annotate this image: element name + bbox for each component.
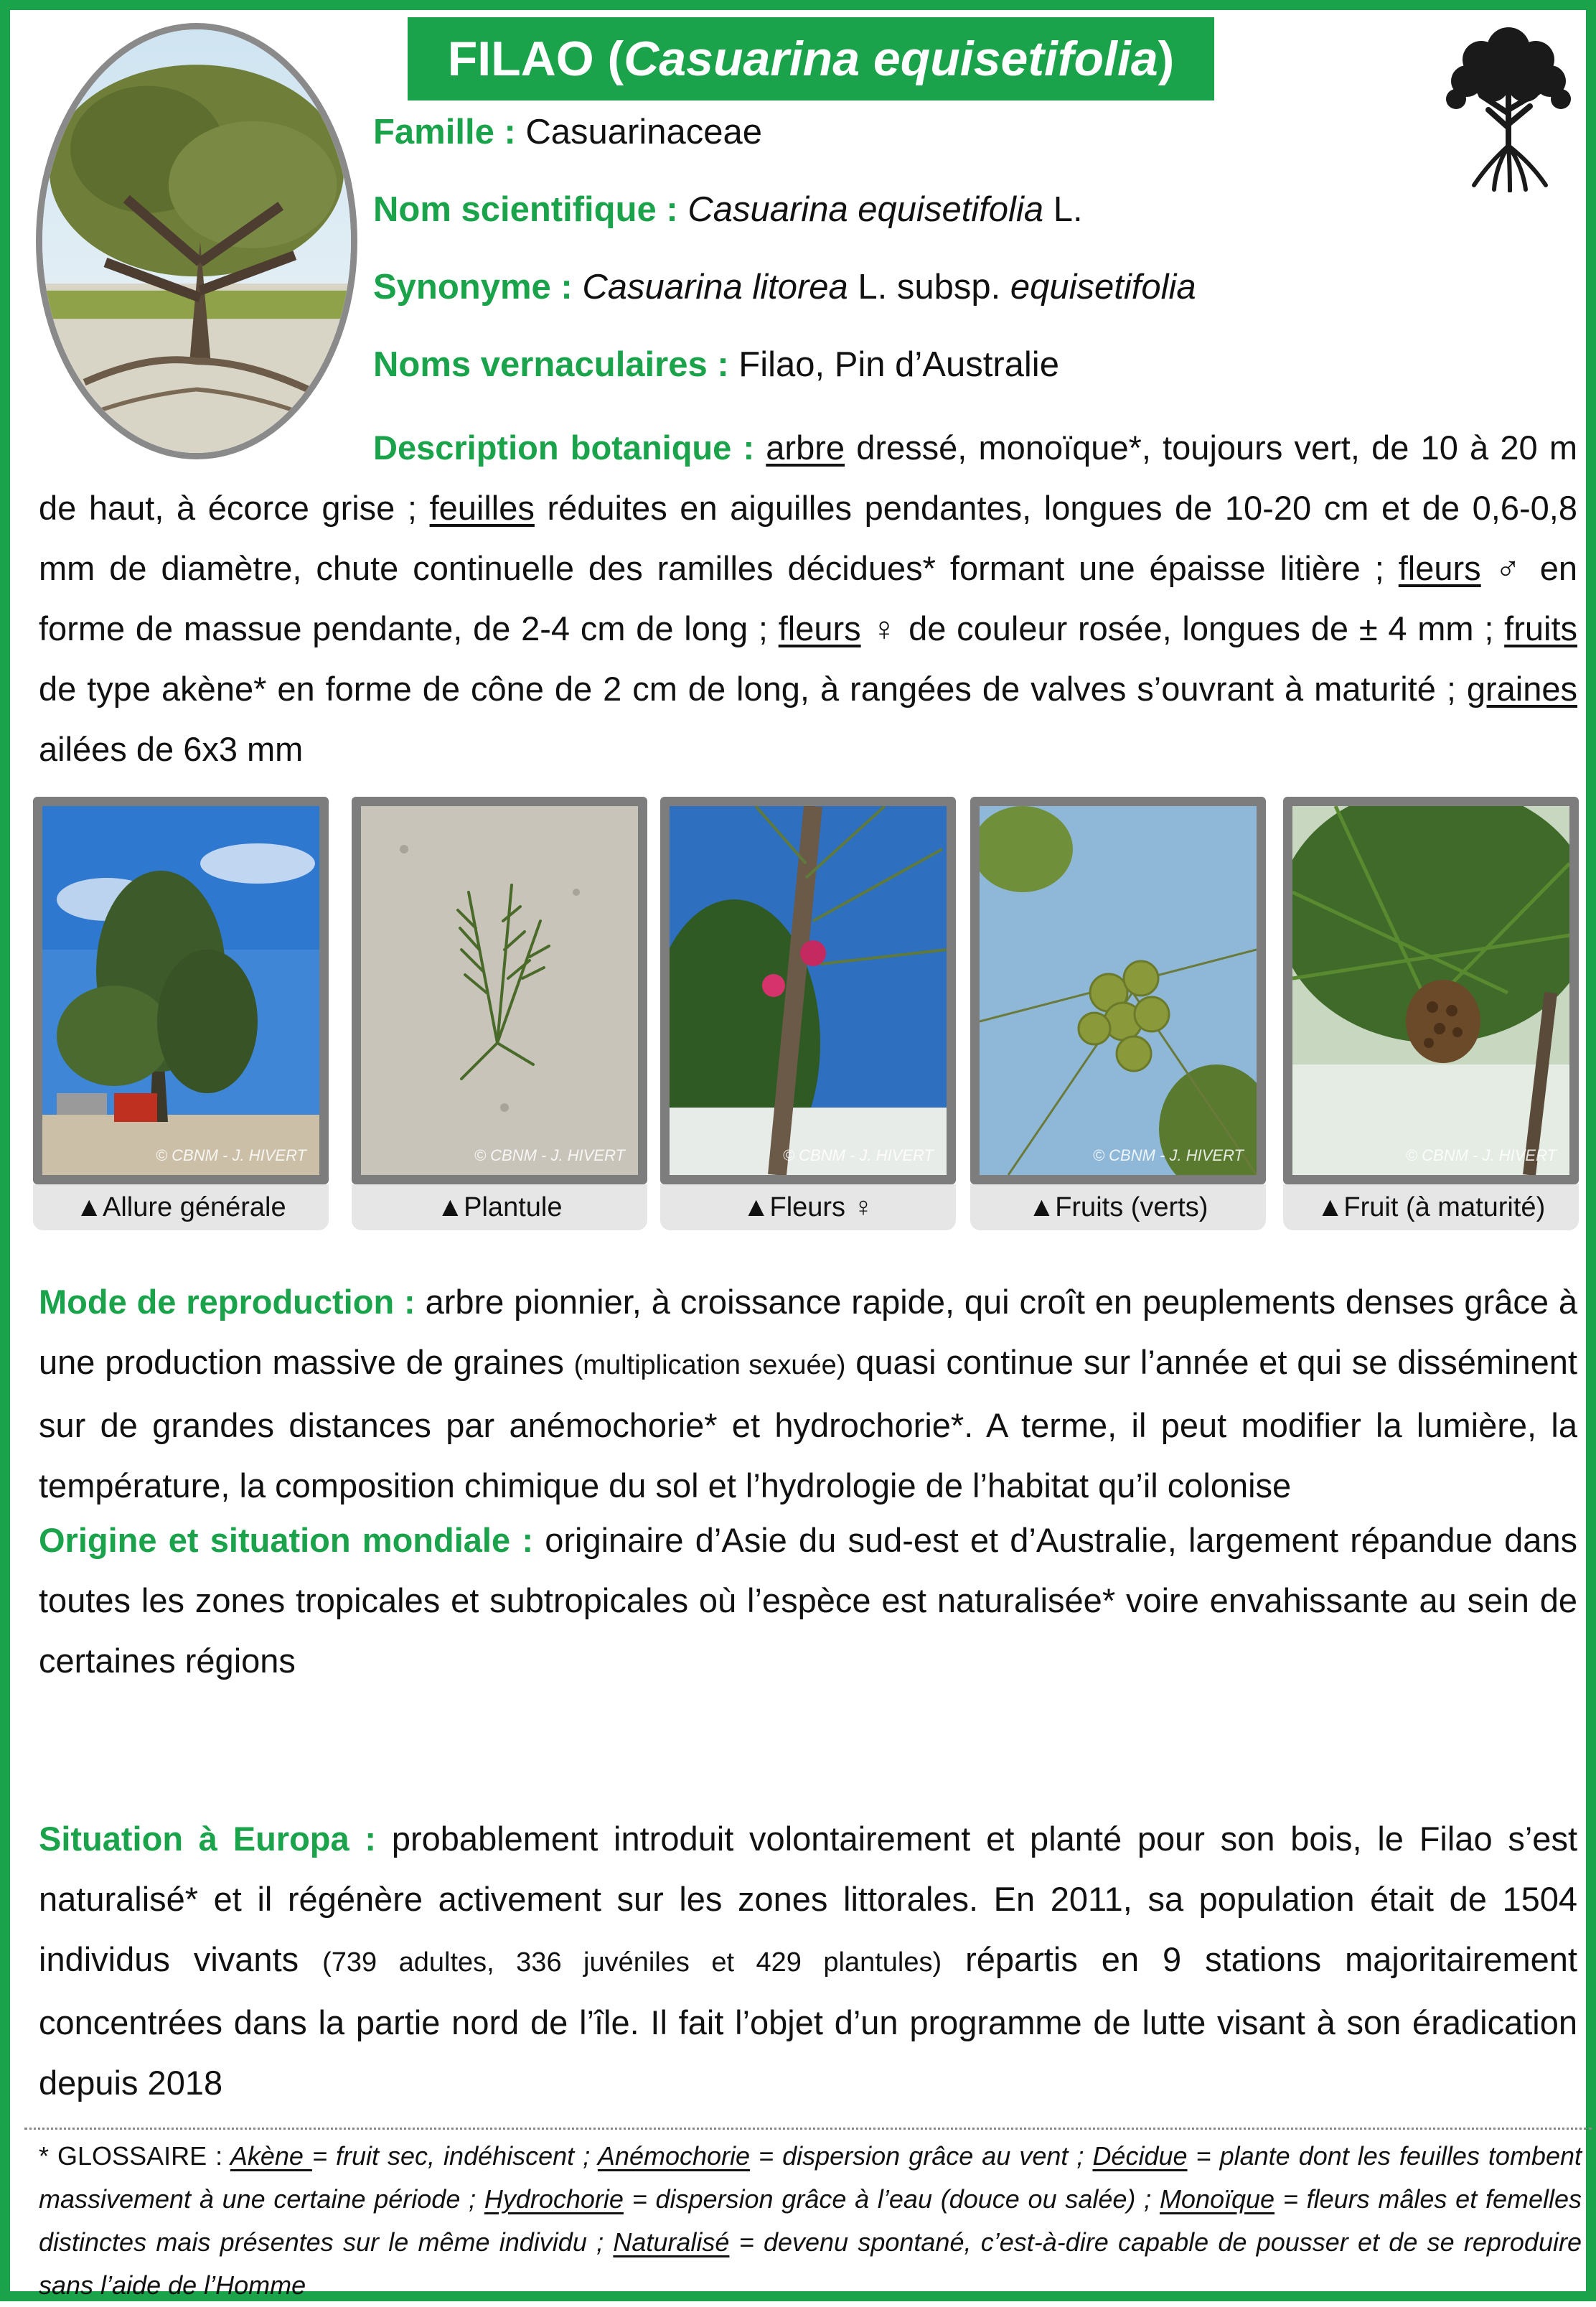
title-close: ) <box>1158 32 1175 86</box>
term-feuilles: feuilles <box>429 489 535 527</box>
caption-fruits-verts: ▲Fruits (verts) <box>970 1184 1266 1230</box>
famille-label: Famille : <box>373 113 516 151</box>
photo-credit: © CBNM - J. HIVERT <box>155 1146 306 1164</box>
description-label: Description botanique : <box>373 429 755 467</box>
photo-credit: © CBNM - J. HIVERT <box>1405 1146 1557 1164</box>
tree-portrait-photo <box>36 23 357 459</box>
synonyme-label: Synonyme : <box>373 268 573 306</box>
term-arbre: arbre <box>766 429 845 467</box>
photo-fruits-verts <box>970 797 1266 1184</box>
field-famille <box>373 111 762 154</box>
field-noms-vernaculaires <box>373 343 1059 386</box>
reproduction-label: Mode de reproduction : <box>39 1283 416 1321</box>
origine-label: Origine et situation mondiale : <box>39 1521 533 1559</box>
tree-with-roots-icon <box>1438 20 1579 192</box>
glossary <box>39 2135 1582 2307</box>
botanical-description <box>39 418 1577 780</box>
description-text-2: réduites en aiguilles pendantes, longues de 10-20 cm et de 0,6-0,8 mm de diamètre, chute continuelle des ramilles décidues* formant une épaisse litière ; <box>39 489 1577 587</box>
glossary-term: Akène <box>230 2141 312 2171</box>
title-common: FILAO ( <box>447 32 624 86</box>
description-text-6: ailées de 6x3 mm <box>39 730 304 768</box>
glossary-def: = dispersion grâce au vent ; <box>750 2141 1093 2171</box>
glossary-term: Anémochorie <box>597 2141 751 2171</box>
photo-credit: © CBNM - J. HIVERT <box>474 1146 625 1164</box>
europa-section <box>39 1809 1577 2113</box>
europa-text-1: probablement introduit volontairement et planté pour son bois, le Filao s’est naturalisé* et il régénère activement sur les zones littorales. En 2011, sa population était de 1504 individus vivants <box>39 1820 1577 1978</box>
photo-fleurs <box>660 797 956 1184</box>
glossary-term: Décidue <box>1092 2141 1188 2171</box>
nom-scientifique-name: Casuarina equisetifolia <box>687 190 1044 229</box>
europa-small: (739 adultes, 336 juvéniles et 429 plantules) <box>322 1947 942 1978</box>
term-graines: graines <box>1466 670 1577 708</box>
origine-text: originaire d’Asie du sud-est et d’Australie, largement répandue dans toutes les zones tropicales et subtropicales où l’espèce est naturalisée* voire envahissante au sein de certaines régions <box>39 1521 1577 1680</box>
term-fruits: fruits <box>1504 609 1578 647</box>
term-fleurs-female: fleurs <box>778 609 861 647</box>
caption-fleurs: ▲Fleurs ♀ <box>660 1184 956 1230</box>
glossary-def: = plante dont les feuilles tombent massivement à une certaine période ; <box>39 2141 1582 2214</box>
caption-plantule: ▲Plantule <box>352 1184 647 1230</box>
glossary-def: = devenu spontané, c’est-à-dire capable de pousser et de se reproduire sans l’aide de l’Homme <box>39 2227 1582 2300</box>
glossary-divider <box>24 2128 1592 2130</box>
reproduction-section <box>39 1272 1577 1516</box>
famille-value: Casuarinaceae <box>525 113 763 151</box>
glossary-label: * GLOSSAIRE : <box>39 2141 223 2171</box>
description-text-5: de type akène* en forme de cône de 2 cm de long, à rangées de valves s’ouvrant à maturité ; <box>39 670 1467 708</box>
noms-vernaculaires-label: Noms vernaculaires : <box>373 345 729 384</box>
page-title <box>408 17 1214 100</box>
photo-credit: © CBNM - J. HIVERT <box>782 1146 934 1164</box>
synonyme-subsp: equisetifolia <box>1010 268 1196 306</box>
description-text-3: ♂ en forme de massue pendante, de 2-4 cm de long ; <box>39 549 1577 647</box>
glossary-def: = dispersion grâce à l’eau (douce ou salée) ; <box>623 2184 1160 2214</box>
reproduction-small: (multiplication sexuée) <box>573 1350 846 1380</box>
nom-scientifique-label: Nom scientifique : <box>373 190 678 229</box>
photo-credit: © CBNM - J. HIVERT <box>1092 1146 1244 1164</box>
glossary-term: Monoïque <box>1159 2184 1275 2214</box>
description-text-4: ♀ de couleur rosée, longues de ± 4 mm ; <box>860 609 1505 647</box>
title-scientific: Casuarina equisetifolia <box>624 32 1158 86</box>
caption-allure-generale: ▲Allure générale <box>33 1184 329 1230</box>
europa-text-2: répartis en 9 stations majoritairement concentrées dans la partie nord de l’île. Il fait l’objet d’un programme de lutte visant à son éradication depuis 2018 <box>39 1940 1577 2102</box>
field-synonyme <box>373 266 1196 309</box>
reproduction-text-1: arbre pionnier, à croissance rapide, qui croît en peuplements denses grâce à une production massive de graines <box>39 1283 1577 1381</box>
field-nom-scientifique <box>373 188 1083 231</box>
photo-allure-generale <box>33 797 329 1184</box>
synonyme-name: Casuarina litorea <box>582 268 848 306</box>
glossary-def: = fruit sec, indéhiscent ; <box>311 2141 598 2171</box>
noms-vernaculaires-value: Filao, Pin d’Australie <box>738 345 1059 384</box>
description-text-1: dressé, monoïque*, toujours vert, de 10 à 20 m de haut, à écorce grise ; <box>39 429 1577 527</box>
nom-scientifique-author: L. <box>1053 190 1083 229</box>
glossary-def: = fleurs mâles et femelles distinctes mais présentes sur le même individu ; <box>39 2184 1582 2257</box>
europa-label: Situation à Europa : <box>39 1820 377 1858</box>
term-fleurs-male: fleurs <box>1398 549 1481 587</box>
glossary-term: Hydrochorie <box>484 2184 624 2214</box>
photo-plantule <box>352 797 647 1184</box>
photo-fruit-maturite <box>1283 797 1579 1184</box>
reproduction-text-2: quasi continue sur l’année et qui se disséminent sur de grandes distances par anémochorie* et hydrochorie*. A terme, il peut modifier la lumière, la température, la composition chimique du sol et l’hydrologie de l’habitat qu’il colonise <box>39 1343 1577 1505</box>
synonyme-mid: L. subsp. <box>858 268 1001 306</box>
glossary-term: Naturalisé <box>613 2227 730 2257</box>
origine-section <box>39 1510 1577 1691</box>
caption-fruit-maturite: ▲Fruit (à maturité) <box>1283 1184 1579 1230</box>
